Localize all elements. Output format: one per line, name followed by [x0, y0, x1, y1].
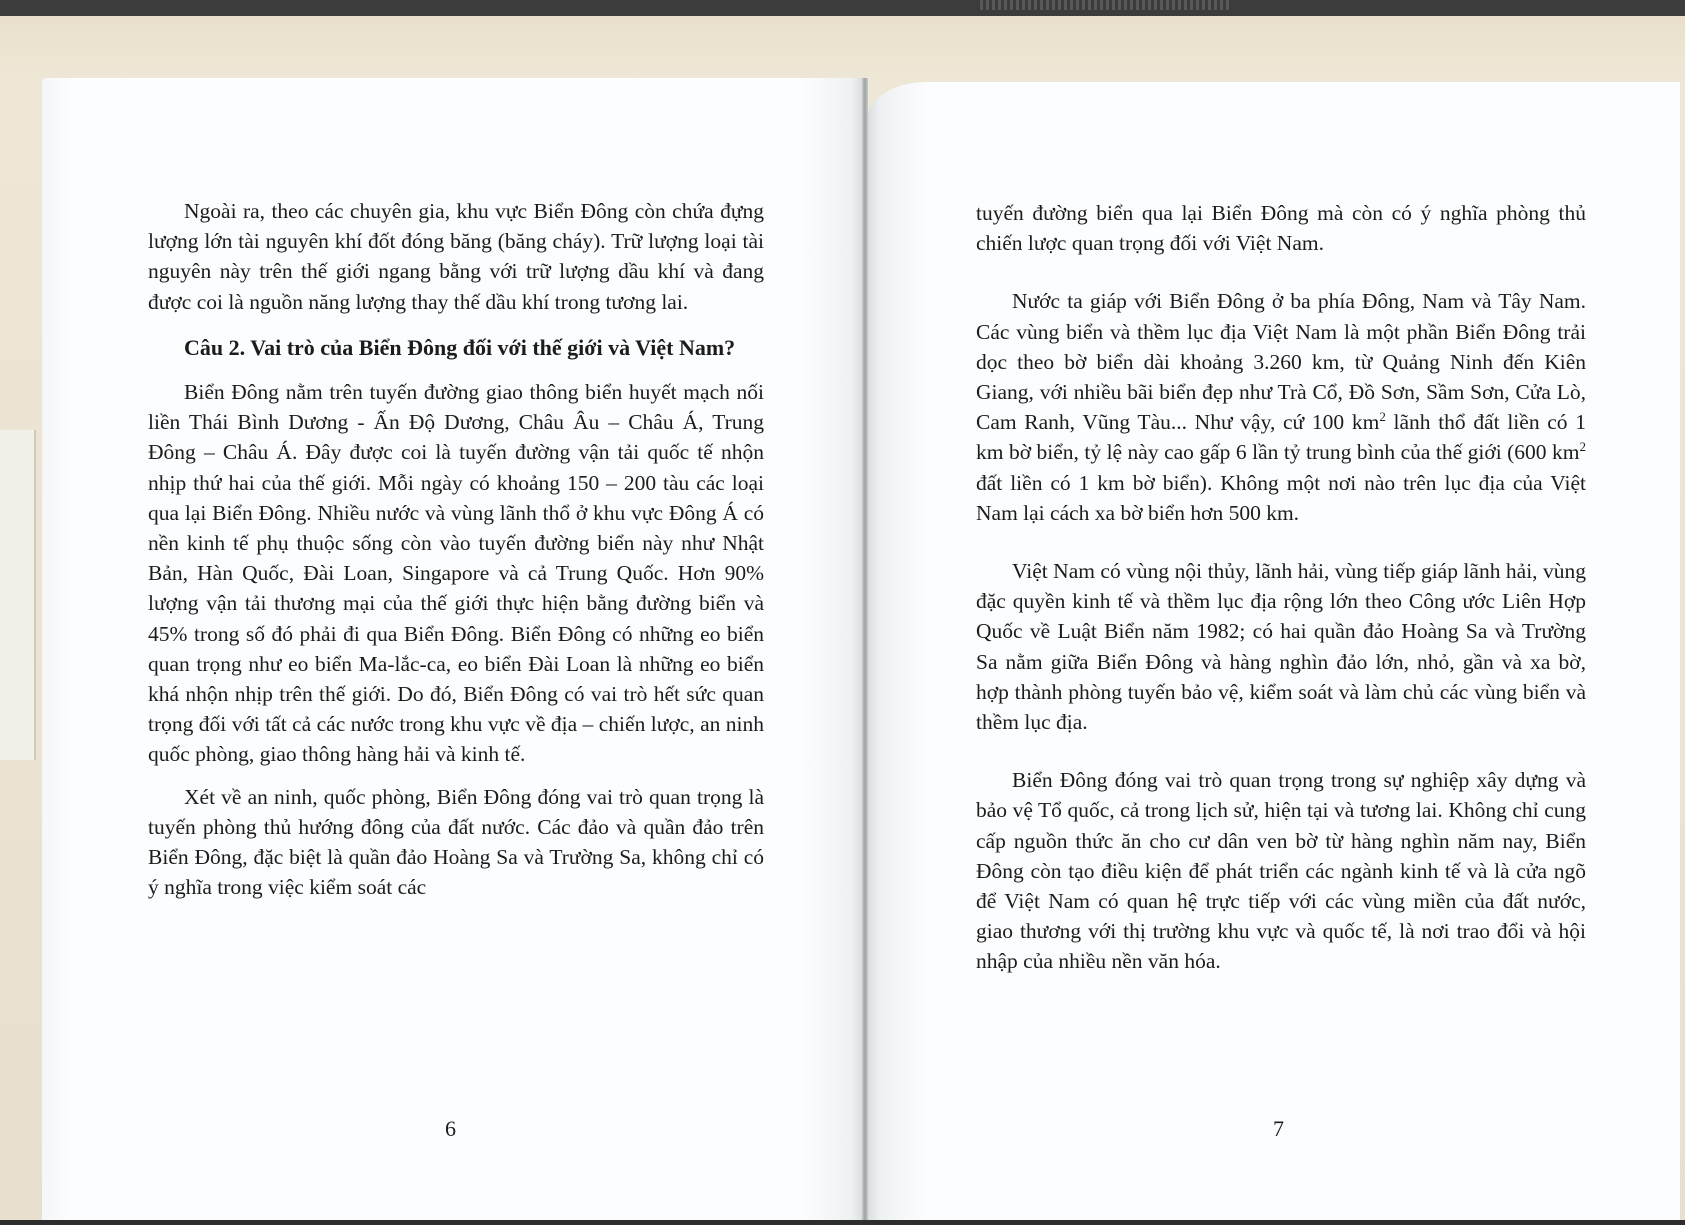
- superscript-squared-1: 2: [1379, 409, 1386, 425]
- scanner-top-strip: [0, 0, 1685, 16]
- left-paragraph-1: Ngoài ra, theo các chuyên gia, khu vực Biển Đông còn chứa đựng lượng lớn tài nguyên khí đốt đóng băng (băng cháy). Trữ lượng loại tài nguyên này trên thế giới ngang bằng với trữ lượng dầu khí và đang được coi là nguồn năng lượng thay thế dầu khí trong tương lai.: [148, 199, 764, 314]
- left-paragraph-2: Biển Đông nằm trên tuyến đường giao thông biển huyết mạch nối liền Thái Bình Dương - Ấn Độ Dương, Châu Âu – Châu Á, Trung Đông – Châu Á. Đây được coi là tuyến đường vận tải quốc tế nhộn nhịp thứ hai của thế giới. Mỗi ngày có khoảng 150 – 200 tàu các loại qua lại Biển Đông. Nhiều nước và vùng lãnh thổ ở khu vực Đông Á có nền kinh tế phụ thuộc sống còn vào tuyến đường biển này như Nhật Bản, Hàn Quốc, Đài Loan, Singapore và cả Trung Quốc. Hơn 90% lượng vận tải thương mại của thế giới thực hiện bằng đường biển và 45% trong số đó phải đi qua Biển Đông. Biển Đông có những eo biển quan trọng như eo biển Ma-lắc-ca, eo biển Đài Loan là những eo biển khá nhộn nhịp trên thế giới. Do đó, Biển Đông có vai trò hết sức quan trọng đối với tất cả các nước trong khu vực về địa – chiến lược, an ninh quốc phòng, giao thông hàng hải và kinh tế.: [148, 380, 764, 767]
- page-edge-tab: [0, 430, 36, 760]
- superscript-squared-2: 2: [1579, 439, 1586, 455]
- page-number-left: 6: [445, 1116, 456, 1141]
- right-page-text: [976, 198, 1586, 977]
- right-paragraph-2-part-b: lãnh thổ đất liền có 1 km bờ biển, tỷ lệ này cao gấp 6 lần tỷ trung bình của thế giới (600 km: [976, 410, 1586, 465]
- scanner-strip-mark: [980, 0, 1230, 10]
- right-paragraph-2-part-a: Nước ta giáp với Biển Đông ở ba phía Đông, Nam và Tây Nam. Các vùng biển và thềm lục địa Việt Nam là một phần Biển Đông trải dọc theo bờ biển dài khoảng 3.260 km, từ Quảng Ninh đến Kiên Giang, với nhiều bãi biển đẹp như Trà Cổ, Đồ Sơn, Sầm Sơn, Cửa Lò, Cam Ranh, Vũng Tàu... Như vậy, cứ 100 km: [976, 289, 1586, 435]
- right-paragraph-2-part-c: đất liền có 1 km bờ biển). Không một nơi nào trên lục địa của Việt Nam lại cách xa bờ biển hơn 500 km.: [976, 470, 1586, 525]
- book-spine: [862, 78, 868, 1220]
- right-paragraph-3: Việt Nam có vùng nội thủy, lãnh hải, vùng tiếp giáp lãnh hải, vùng đặc quyền kinh tế và thềm lục địa rộng lớn theo Công ước Liên Hợp Quốc về Luật Biển năm 1982; có hai quần đảo Hoàng Sa và Trường Sa nằm giữa Biển Đông và hàng nghìn đảo lớn, nhỏ, gần và xa bờ, hợp thành phòng tuyến bảo vệ, kiểm soát và làm chủ các vùng biển và thềm lục địa.: [976, 559, 1586, 735]
- left-page-text: [148, 196, 764, 902]
- right-paragraph-4: Biển Đông đóng vai trò quan trọng trong sự nghiệp xây dựng và bảo vệ Tổ quốc, cả trong lịch sử, hiện tại và tương lai. Không chỉ cung cấp nguồn thức ăn cho cư dân ven bờ từ hàng nghìn năm nay, Biển Đông còn tạo điều kiện để phát triển các ngành kinh tế và là cửa ngõ để Việt Nam có quan hệ trực tiếp với các vùng miền của đất nước, giao thương với thị trường khu vực và quốc tế, là nơi trao đổi và hội nhập của nhiều nền văn hóa.: [976, 768, 1586, 974]
- page-number-right: 7: [1273, 1116, 1284, 1141]
- question-heading: Câu 2. Vai trò của Biển Đông đối với thế giới và Việt Nam?: [184, 334, 736, 360]
- left-paragraph-3: Xét về an ninh, quốc phòng, Biển Đông đóng vai trò quan trọng là tuyến phòng thủ hướng đông của đất nước. Các đảo và quần đảo trên Biển Đông, đặc biệt là quần đảo Hoàng Sa và Trường Sa, không chỉ có ý nghĩa trong việc kiểm soát các: [148, 784, 764, 900]
- right-paragraph-2: [976, 286, 1586, 528]
- right-paragraph-1: tuyến đường biển qua lại Biển Đông mà còn có ý nghĩa phòng thủ chiến lược quan trọng đối với Việt Nam.: [976, 201, 1586, 256]
- scanner-bottom-strip: [0, 1220, 1685, 1225]
